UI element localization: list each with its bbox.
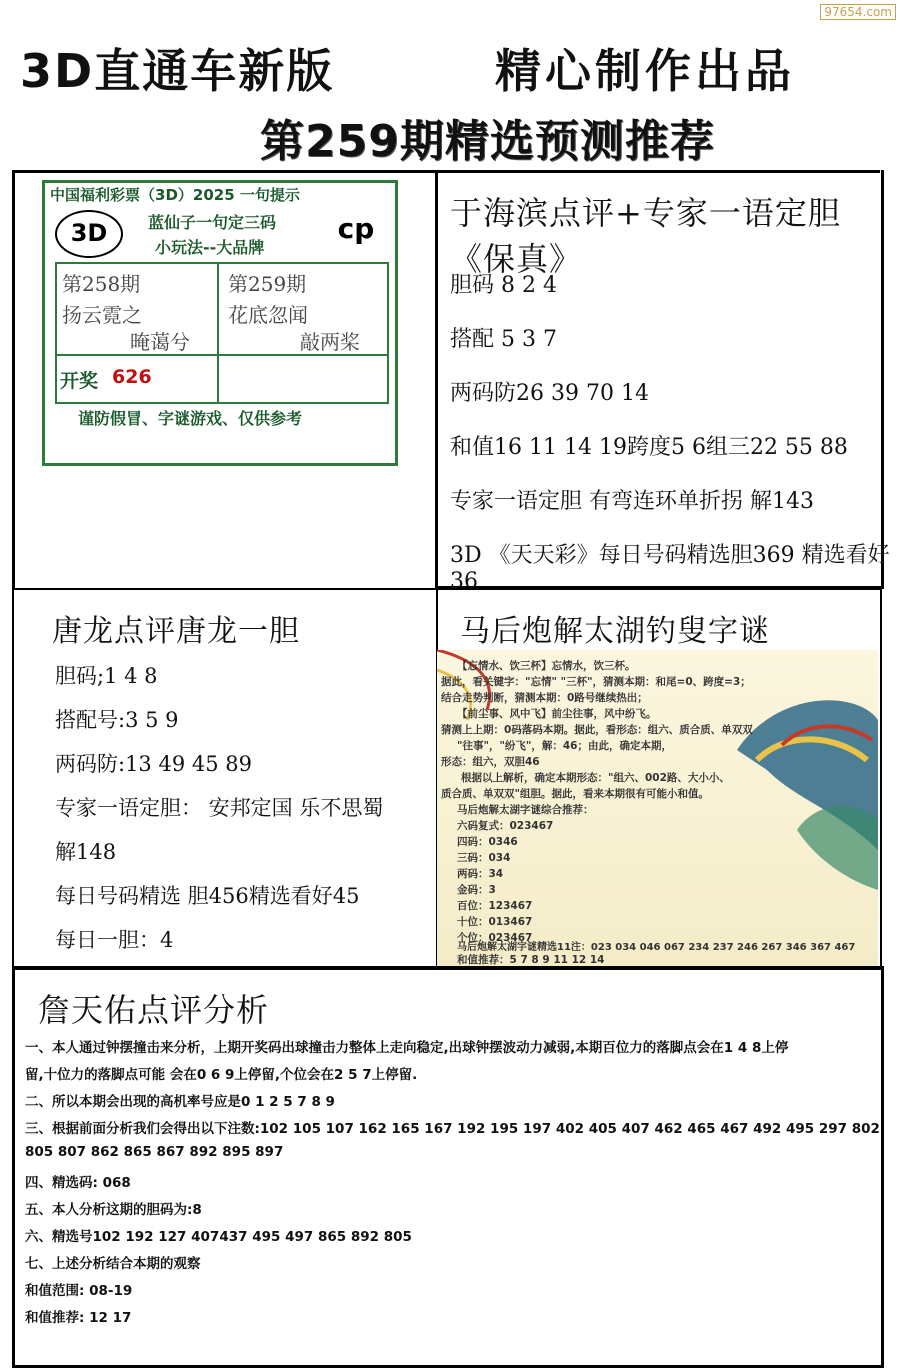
zhan-line: 五、本人分析这期的胆码为:8 [25, 1202, 202, 1218]
site-watermark: 97654.com [820, 4, 896, 20]
header-subtitle: 第259期精选预测推荐 [260, 116, 715, 167]
zhan-line: 二、所以本期会出现的高机率号应是0 1 2 5 7 8 9 [25, 1094, 335, 1110]
3d-logo-icon: 3D [55, 210, 123, 258]
draw-value: 626 [112, 366, 152, 388]
ma-line: 百位：123467 [457, 900, 533, 912]
yu-line: 3D 《天天彩》每日号码精选胆369 精选看好36 [450, 543, 890, 594]
card-slogan-1: 蓝仙子一句定三码 [148, 213, 277, 232]
tang-line: 专家一语定胆： 安邦定国 乐不思蜀 [55, 796, 384, 820]
yu-line: 两码防26 39 70 14 [450, 381, 649, 406]
panel-yu-title: 于海滨点评+专家一语定胆《保真》 [450, 194, 841, 278]
tang-line: 胆码;1 4 8 [55, 664, 158, 688]
zhan-line: 留,十位力的落脚点可能 会在0 6 9上停留,个位会在2 5 7上停留. [25, 1067, 418, 1083]
cur-riddle-2: 敲两桨 [300, 330, 360, 354]
zhan-line: 四、精选码: 068 [25, 1175, 131, 1191]
ma-line: 六码复式：023467 [457, 820, 554, 832]
tang-line: 搭配号:3 5 9 [55, 708, 179, 732]
cp-logo-icon: cp [337, 212, 375, 245]
cur-period: 第259期 [228, 272, 307, 296]
draw-label: 开奖 [60, 370, 99, 392]
tang-line: 解148 [55, 840, 117, 864]
ma-line: 四码：0346 [457, 836, 518, 848]
zhan-line: 和值推荐: 12 17 [25, 1310, 132, 1326]
prev-riddle-2: 晻蔼兮 [130, 330, 190, 354]
riddle-image [437, 650, 878, 966]
tang-line: 每日一胆：4 [55, 928, 174, 952]
ma-line: 【忘情水、饮三杯】忘情水，饮三杯。 [457, 660, 636, 672]
ma-line: 三码：034 [457, 852, 511, 864]
ma-line: 和值推荐：5 7 8 9 11 12 14 [457, 954, 605, 966]
ma-line: 马后炮解太湖字谜综合推荐： [457, 804, 594, 816]
empty-cell [217, 354, 389, 404]
cur-riddle-1: 花底忽闻 [228, 303, 308, 327]
ma-line: 【前尘事、风中飞】前尘往事，风中纷飞。 [457, 708, 657, 720]
card-slogan-2: 小玩法--大品牌 [155, 238, 265, 257]
panel-tang-title: 唐龙点评唐龙一胆 [52, 614, 300, 649]
ma-line: 金码：3 [457, 884, 496, 896]
card-title: 中国福利彩票（3D）2025 一句提示 [50, 186, 300, 204]
ma-line: 马后炮解太湖字谜精选11注：023 034 046 067 234 237 246 267 346 367 467 [457, 942, 856, 953]
left-frame-line [12, 170, 15, 588]
card-footer: 谨防假冒、字谜游戏、仅供参考 [78, 409, 303, 428]
header-title-right: 精心制作出品 [495, 44, 795, 98]
panel-zhan-title: 詹天佑点评分析 [38, 991, 270, 1029]
ma-line: 形态：组六，双胆46 [441, 756, 540, 768]
zhan-line: 七、上述分析结合本期的观察 [25, 1256, 201, 1272]
ma-line: 质合质、单双双"组胆。据此，看来本期很有可能小和值。 [441, 788, 709, 800]
ma-line: 两码：34 [457, 868, 504, 880]
ma-line: 猜测上上期：0码落码本期。据此，看形态：组六、质合质、单双双 [441, 724, 753, 736]
zhan-line: 六、精选号102 192 127 407437 495 497 865 892 805 [25, 1229, 412, 1245]
prev-period: 第258期 [62, 272, 141, 296]
ma-line: 根据以上解析，确定本期形态："组六、002路、大小小、 [461, 772, 730, 784]
panel-ma-title: 马后炮解太湖钓叟字谜 [460, 614, 770, 649]
ma-line: 据此，看关键字："忘情" "三杯"，猜测本期：和尾=0、跨度=3； [441, 676, 751, 688]
ma-line: 结合走势判断，猜测本期：0路号继续热出； [441, 692, 648, 704]
yu-line: 和值16 11 14 19跨度5 6组三22 55 88 [450, 435, 848, 460]
tang-line: 两码防:13 49 45 89 [55, 752, 252, 776]
zhan-line: 三、根据前面分析我们会得出以下注数:102 105 107 162 165 167 192 195 197 402 405 407 462 465 467 492 495 297 802 [25, 1121, 880, 1137]
header-title-left: 3D直通车新版 [20, 44, 335, 98]
yu-line: 专家一语定胆 有弯连环单折拐 解143 [450, 489, 814, 514]
yu-line: 胆码 8 2 4 [450, 273, 557, 298]
zhan-line: 一、本人通过钟摆撞击来分析，上期开奖码出球撞击力整体上走向稳定,出球钟摆波动力减弱,本期百位力的落脚点会在1 4 8上停 [25, 1040, 789, 1056]
zhan-line: 和值范围: 08-19 [25, 1283, 133, 1299]
ma-line: "往事"，"纷飞"，解：46；由此，确定本期， [457, 740, 672, 752]
ma-line: 个位：023467 [457, 932, 533, 944]
prev-riddle-1: 扬云霓之 [62, 303, 142, 327]
tang-line: 每日号码精选 胆456精选看好45 [55, 884, 360, 908]
ma-line: 十位：013467 [457, 916, 533, 928]
yu-line: 搭配 5 3 7 [450, 327, 557, 352]
zhan-line: 805 807 862 865 867 892 895 897 [25, 1144, 284, 1160]
